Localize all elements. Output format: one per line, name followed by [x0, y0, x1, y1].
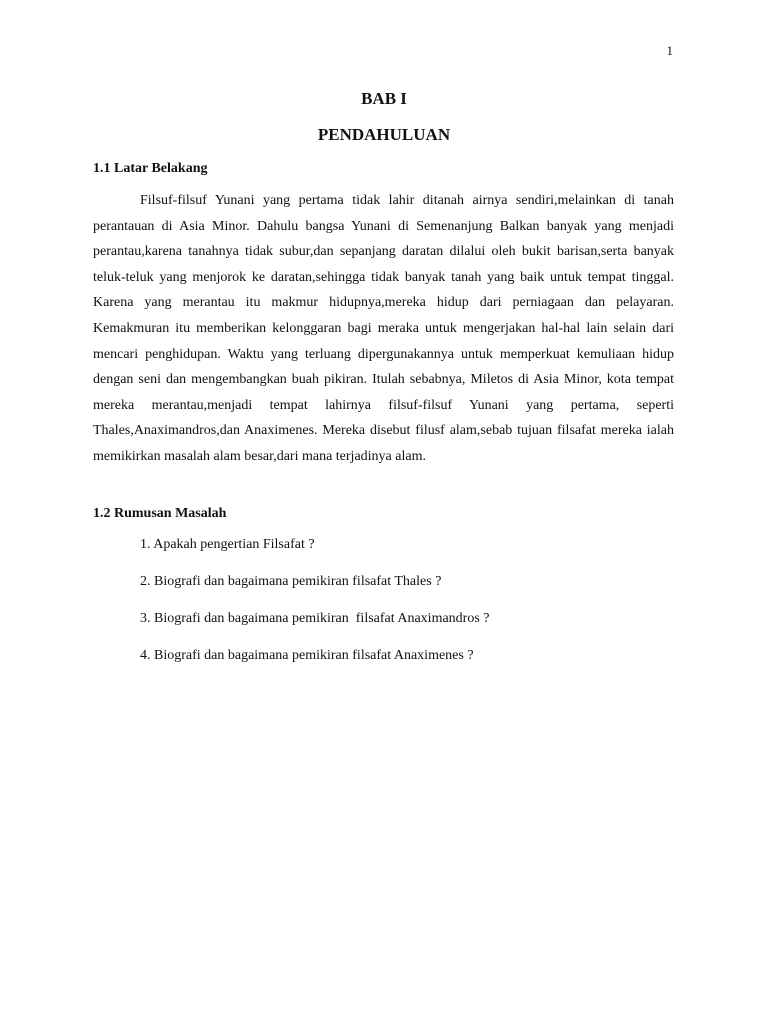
background-paragraph: Filsuf-filsuf Yunani yang pertama tidak lahir ditanah airnya sendiri,melainkan di tanah perantauan di Asia Minor. Dahulu bangsa Yunani di Semenanjung Balkan banyak yang menjadi perantau,karena tanahnya tidak subur,dan sepanjang daratan dilalui oleh bukit barisan,serta banyak teluk-teluk yang menjorok ke daratan,sehingga tidak banyak tanah yang baik untuk tempat tinggal. Karena yang merantau itu makmur hidupnya,mereka hidup dari perniagaan dan pelayaran. Kemakmuran itu memberikan kelonggaran bagi meraka untuk mengerjakan hal-hal lain selain dari mencari penghidupan. Waktu yang terluang dipergunakannya untuk memperkuat kemuliaan hidup dengan seni dan mengembangkan buah pikiran. Itulah sebabnya, Miletos di Asia Minor, kota tempat mereka merantau,menjadi tempat lahirnya filsuf-filsuf Yunani yang pertama, seperti Thales,Anaximandros,dan Anaximenes. Mereka disebut filusf alam,sebab tujuan filsafat mereka ialah memikirkan masalah alam besar,dari mana terjadinya alam. — [93, 193, 674, 464]
problem-item: 3. Biografi dan bagaimana pemikiran filsafat Anaximandros ? — [140, 611, 490, 626]
page-number: 1 — [666, 43, 673, 58]
problem-item: 2. Biografi dan bagaimana pemikiran filsafat Thales ? — [140, 574, 442, 589]
chapter-subtitle: PENDAHULUAN — [317, 125, 451, 144]
problem-item: 1. Apakah pengertian Filsafat ? — [140, 537, 315, 552]
problem-item: 4. Biografi dan bagaimana pemikiran filsafat Anaximenes ? — [140, 648, 474, 663]
problem-list — [140, 536, 640, 684]
chapter-title: BAB I — [361, 89, 407, 108]
section-heading-background: 1.1 Latar Belakang — [93, 161, 208, 176]
section-heading-problem-formulation: 1.2 Rumusan Masalah — [93, 506, 227, 521]
